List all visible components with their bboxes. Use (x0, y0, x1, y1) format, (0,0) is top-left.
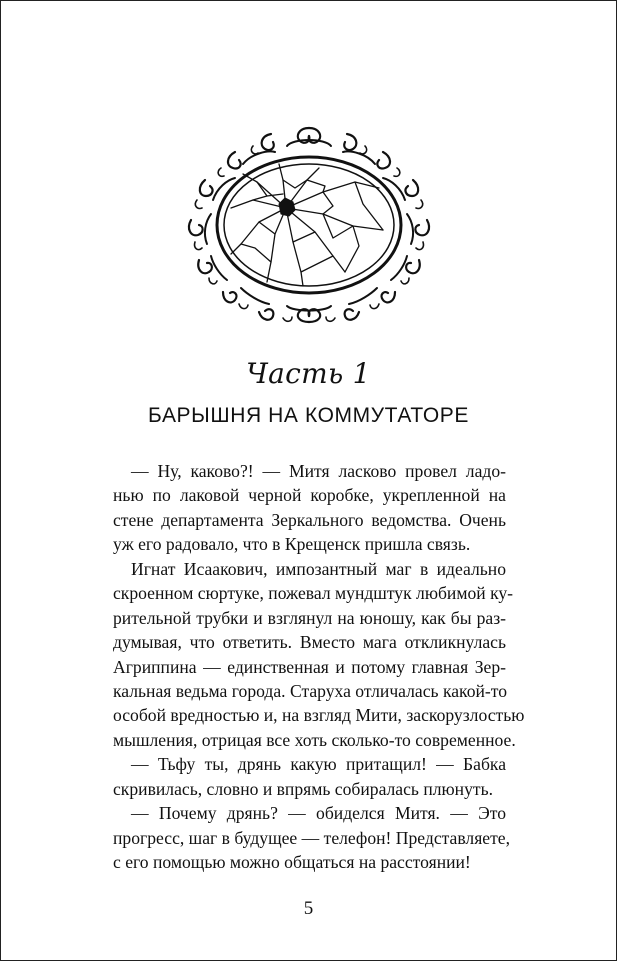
text-line: уж его радовало, что в Крещенск пришла связь. (113, 534, 471, 555)
text-line: особой вредностью и, на взгляд Мити, заскорузлостью (113, 705, 525, 726)
page-number: 5 (303, 898, 314, 919)
text-line: Игнат Исаакович, импозантный маг в идеально (131, 558, 506, 579)
text-line: стене департамента Зеркального ведомства. Очень (113, 509, 506, 530)
body-text (113, 459, 525, 874)
text-line: думывая, что ответить. Вместо мага откликнулась (113, 632, 506, 653)
text-line: мышления, отрицая все хоть сколько-то современное. (113, 729, 516, 750)
text-line: скривилась, словно и впрямь собиралась плюнуть. (113, 778, 494, 799)
text-line: Агриппина — единственная и потому главная Зер- (113, 656, 506, 677)
text-line: — Тьфу ты, дрянь какую притащил! — Бабка (131, 754, 506, 775)
text-line: прогресс, шаг в будущее — телефон! Представляете, (113, 827, 511, 848)
text-line: нью по лаковой черной коробке, укрепленной на (113, 485, 506, 506)
text-line: скроенном сюртуке, пожевал мундштук любимой ку- (113, 583, 514, 604)
part-title: Часть 1 (246, 357, 371, 390)
text-line: — Ну, каково?! — Митя ласково провел ладо- (131, 461, 506, 481)
text-line: рительной трубки и взглянул на юношу, как бы раз- (113, 607, 506, 628)
cracked-mirror-ornament-icon (183, 122, 435, 328)
text-line: — Почему дрянь? — обиделся Митя. — Это (131, 803, 506, 824)
text-line: с его помощью можно общаться на расстоянии! (113, 852, 471, 872)
chapter-title: БАРЫШНЯ НА КОММУТАТОРЕ (148, 404, 469, 427)
text-line: кальная ведьма города. Старуха отличалась какой-то (113, 680, 508, 701)
